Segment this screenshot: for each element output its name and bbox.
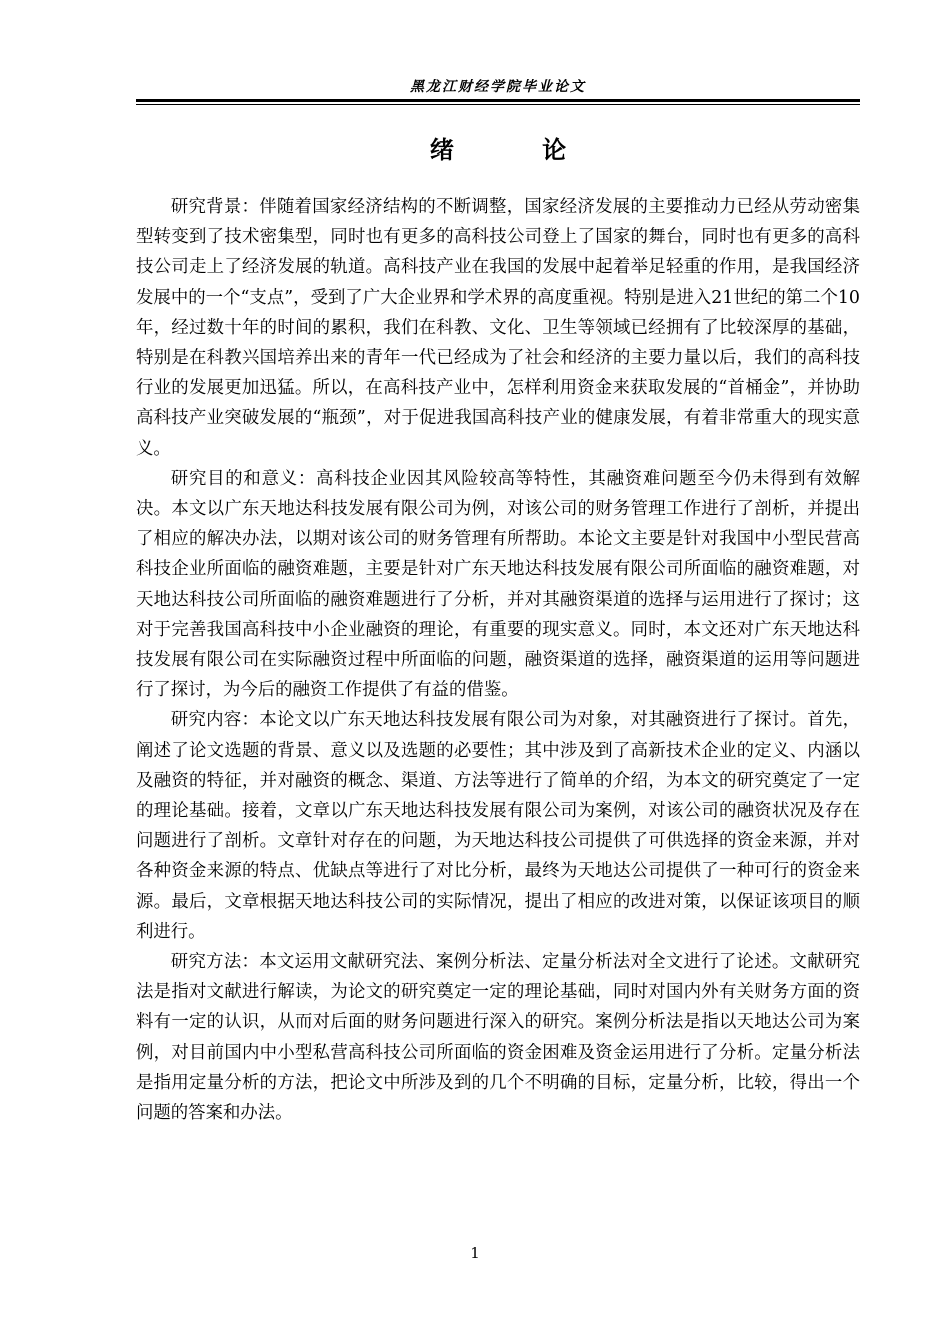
header-rule-thin bbox=[136, 104, 860, 105]
header-rule-thick bbox=[136, 99, 860, 102]
body-text bbox=[136, 192, 860, 1128]
paragraph-content: 研究内容：本论文以广东天地达科技发展有限公司为对象，对其融资进行了探讨。首先，阐述了论文选题的背景、意义以及选题的必要性；其中涉及到了高新技术企业的定义、内涵以及融资的特征，并对融资的概念、渠道、方法等进行了简单的介绍，为本文的研究奠定了一定的理论基础。接着，文章以广东天地达科技发展有限公司为案例，对该公司的融资状况及存在问题进行了剖析。文章针对存在的问题，为天地达科技公司提供了可供选择的资金来源，并对各种资金来源的特点、优缺点等进行了对比分析，最终为天地达公司提供了一种可行的资金来源。最后，文章根据天地达科技公司的实际情况，提出了相应的改进对策，以保证该项目的顺利进行。 bbox=[136, 710, 860, 942]
page-title: 绪 论 bbox=[429, 135, 607, 164]
paragraph-method: 研究方法：本文运用文献研究法、案例分析法、定量分析法对全文进行了论述。文献研究法是指对文献进行解读，为论文的研究奠定一定的理论基础，同时对国内外有关财务方面的资料有一定的认识，从而对后面的财务问题进行深入的研究。案例分析法是指以天地达公司为案例，对目前国内中小型私营高科技公司所面临的资金困难及资金运用进行了分析。定量分析法是指用定量分析的方法，把论文中所涉及到的几个不明确的目标，定量分析，比较，得出一个问题的答案和办法。 bbox=[136, 952, 860, 1124]
paragraph-purpose: 研究目的和意义：高科技企业因其风险较高等特性，其融资难问题至今仍未得到有效解决。本文以广东天地达科技发展有限公司为例，对该公司的财务管理工作进行了剖析，并提出了相应的解决办法，以期对该公司的财务管理有所帮助。本论文主要是针对我国中小型民营高科技企业所面临的融资难题，主要是针对广东天地达科技发展有限公司所面临的融资难题，对天地达科技公司所面临的融资难题进行了分析，并对其融资渠道的选择与运用进行了探讨；这对于完善我国高科技中小企业融资的理论，有重要的现实意义。同时，本文还对广东天地达科技发展有限公司在实际融资过程中所面临的问题，融资渠道的选择，融资渠道的运用等问题进行了探讨，为今后的融资工作提供了有益的借鉴。 bbox=[136, 468, 860, 701]
page-number: 1 bbox=[470, 1244, 480, 1262]
paragraph-background: 研究背景：伴随着国家经济结构的不断调整，国家经济发展的主要推动力已经从劳动密集型转变到了技术密集型，同时也有更多的高科技公司登上了国家的舞台，同时也有更多的高科技公司走上了经济发展的轨道。高科技产业在我国的发展中起着举足轻重的作用，是我国经济发展中的一个“支点”，受到了广大企业界和学术界的高度重视。特别是进入21世纪的第二个10年，经过数十年的时间的累积，我们在科教、文化、卫生等领域已经拥有了比较深厚的基础，特别是在科教兴国培养出来的青年一代已经成为了社会和经济的主要力量以后，我们的高科技行业的发展更加迅猛。所以，在高科技产业中，怎样利用资金来获取发展的“首桶金”，并协助高科技产业突破发展的“瓶颈”，对于促进我国高科技产业的健康发展，有着非常重大的现实意义。 bbox=[136, 197, 860, 459]
running-header: 黑龙江财经学院毕业论文 bbox=[410, 79, 586, 95]
